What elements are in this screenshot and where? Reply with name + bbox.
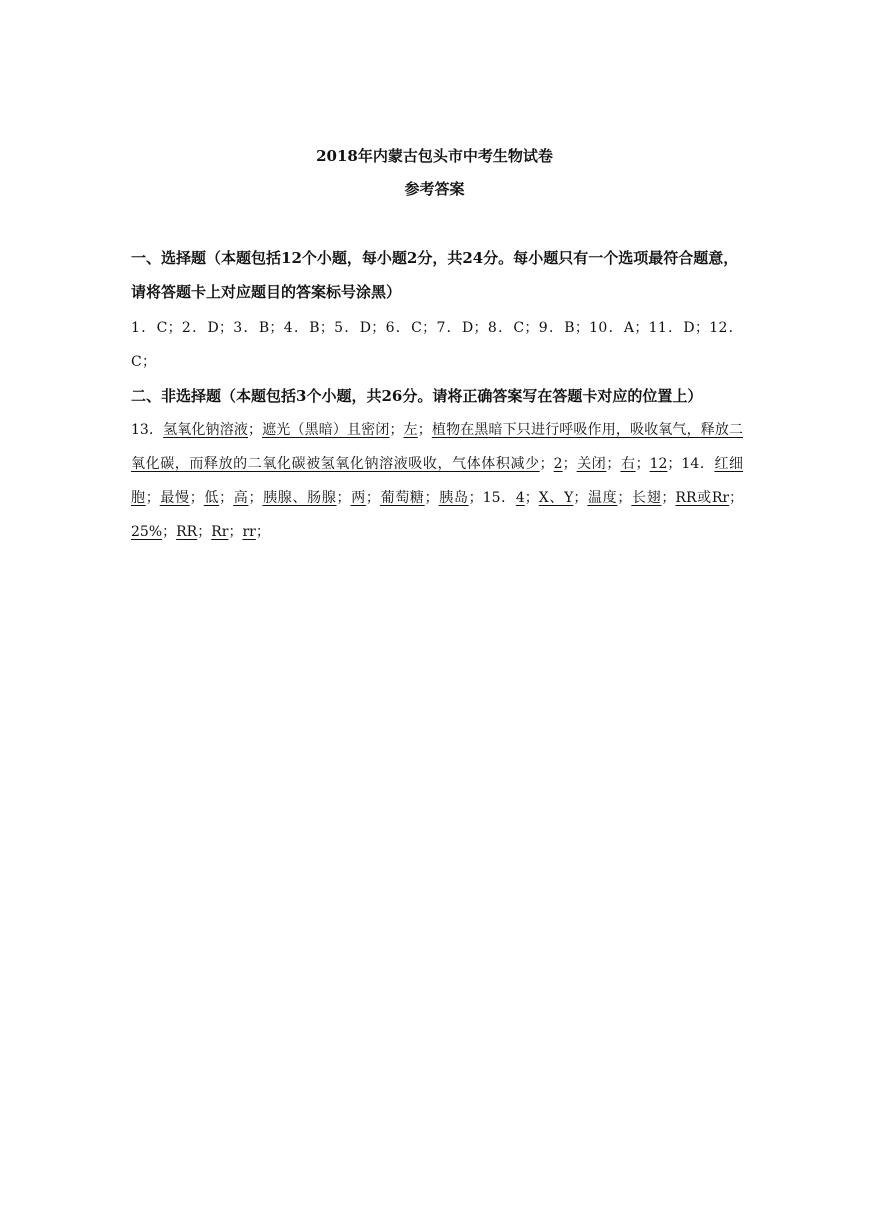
q15-label: 15． [482,490,516,506]
separator: ； [145,490,160,506]
q13-answer-6: 关闭 [576,456,607,472]
separator: ； [729,490,744,506]
page-title: 2018年内蒙古包头市中考生物试卷 [316,147,553,165]
separator: ； [189,490,204,506]
q13-answer-2: 遮光（黑暗）且密闭 [262,422,390,438]
q13-answer-3: 左 [403,422,418,438]
q13-answer-5: 2 [553,456,563,472]
q14-answer-2: 最慢 [159,490,190,506]
separator: ； [389,422,404,438]
q15-answer-5: RR或Rr [675,490,730,506]
separator: ； [539,456,554,472]
q14-answer-7: 葡萄糖 [379,490,425,506]
separator: ； [162,524,177,540]
separator: ； [667,456,682,472]
q13-answer-4: 植物在黑暗下只进行呼吸作用，吸收氧气，释放二氧化碳，而释放的二氧化碳被氢氧化钠溶液吸收，气体体积减少 [131,422,744,472]
q14-answer-8: 胰岛 [438,490,469,506]
separator: ； [255,524,270,540]
q14-label: 14． [681,456,715,472]
q14-answer-5: 胰腺、肠腺 [262,490,337,506]
separator: ； [606,456,621,472]
q15-answer-4: 长翅 [631,490,662,506]
q15-answer-2: X、Y [538,490,574,506]
separator: ； [248,422,262,438]
q15-answer-8: Rr [211,524,229,540]
section-2-answers [131,413,743,549]
separator: ； [562,456,577,472]
separator: ； [661,490,676,506]
separator: ； [248,490,263,506]
q14-answer-1: 红细胞 [131,456,744,506]
separator: ； [524,490,539,506]
q13-label: 13． [131,422,164,438]
q14-answer-6: 两 [350,490,366,506]
separator: ； [424,490,439,506]
separator: ； [468,490,483,506]
q15-answer-9: rr [242,524,256,540]
separator: ； [573,490,588,506]
q14-answer-4: 高 [233,490,249,506]
q14-answer-3: 低 [203,490,220,506]
separator: ； [197,524,212,540]
separator: ； [336,490,351,506]
separator: ； [635,456,650,472]
page-subtitle: 参考答案 [404,180,465,198]
q15-answer-7: RR [176,524,198,540]
q15-answer-6: 25% [131,524,163,540]
separator: ； [617,490,632,506]
q13-answer-8: 12 [649,456,668,472]
separator: ； [365,490,380,506]
q15-answer-3: 温度 [587,490,618,506]
separator: ； [228,524,243,540]
separator: ； [417,422,432,438]
q13-answer-1: 氢氧化钠溶液 [163,422,248,438]
section-1-heading: 一、选择题（本题包括12个小题，每小题2分，共24分。每小题只有一个选项最符合题意，请将答题卡上对应题目的答案标号涂黑） [131,249,739,301]
section-1-answers: 1．C；2．D；3．B；4．B；5．D；6．C；7．D；8．C；9．B；10．A；11．D；12．C； [131,320,743,370]
q13-answer-7: 右 [620,456,636,472]
section-2-heading: 二、非选择题（本题包括3个小题，共26分。请将正确答案写在答题卡对应的位置上） [131,387,703,405]
separator: ； [219,490,234,506]
q15-answer-1: 4 [515,490,525,506]
